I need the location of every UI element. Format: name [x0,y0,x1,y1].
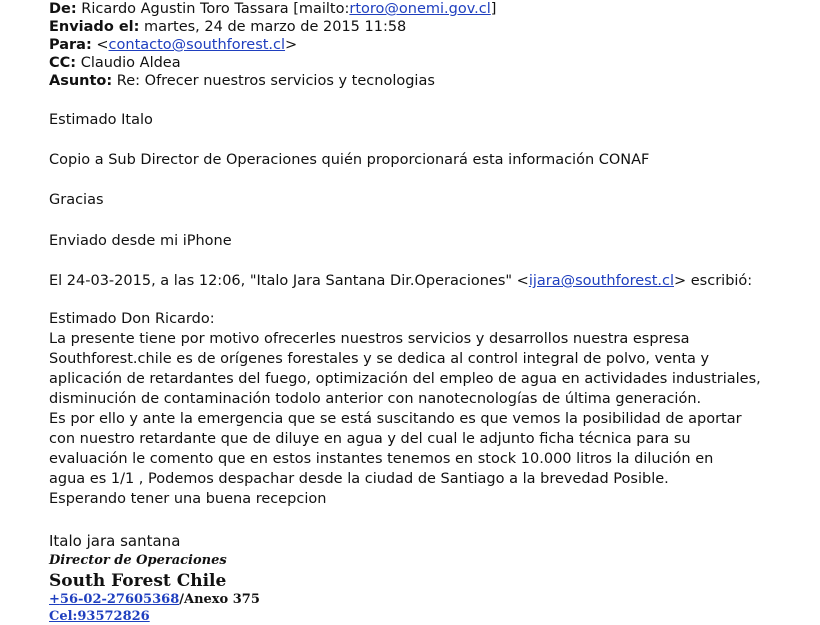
signature-cel [49,609,150,625]
quote-body-line: con nuestro retardante que de diluye en agua y del cual le adjunto ficha técnica para su [49,431,691,447]
quote-greeting: Estimado Don Ricardo: [49,311,215,327]
sent-value: martes, 24 de marzo de 2015 11:58 [139,19,407,35]
quote-body-line: aplicación de retardantes del fuego, optimización del empleo de agua en actividades industriales, [49,371,761,387]
phone-prefix: + [49,592,60,607]
quote-intro-email-link[interactable]: ijara@southforest.cl [528,273,674,289]
quote-body-line: Esperando tener una buena recepcion [49,491,327,507]
quote-body-line: Southforest.chile es de orígenes forestales y se dedica al control integral de polvo, venta y [49,351,710,367]
quote-body-line: agua es 1/1 , Podemos despachar desde la ciudad de Santiago a la brevedad Posible. [49,471,669,487]
to-label: Para: [49,37,92,53]
cc-value: Claudio Aldea [76,55,181,71]
quote-intro-end: > escribió: [674,273,753,289]
cc-label: CC: [49,55,77,71]
cc-line [49,54,181,72]
from-email-link[interactable]: rtoro@onemi.gov.cl [349,1,491,17]
sent-label: Enviado el: [49,19,140,35]
quote-body-line: evaluación le comento que en estos instantes tenemos en stock 10.000 litros la dilución en [49,451,714,467]
subject-line [49,72,435,90]
signature-title: Director de Operaciones [49,553,227,568]
subject-label: Asunto: [49,73,113,89]
from-label: De: [49,1,77,17]
reply-greeting: Estimado Italo [49,112,153,128]
from-value-end: ] [490,1,497,17]
to-value-end: > [285,37,298,53]
to-line [49,36,297,54]
subject-value: Re: Ofrecer nuestros servicios y tecnologias [112,73,435,89]
quote-body-line: La presente tiene por motivo ofrecerles nuestros servicios y desarrollos nuestra espresa [49,331,690,347]
from-value: Ricardo Agustin Toro Tassara [mailto: [76,1,350,17]
from-line [49,0,496,18]
to-email-link[interactable]: contacto@southforest.cl [108,37,286,53]
cel-link[interactable]: Cel:93572826 [49,609,150,624]
reply-thanks: Gracias [49,192,104,208]
signature-phone [49,592,260,608]
sent-line [49,18,406,36]
reply-body: Copio a Sub Director de Operaciones quién proporcionará esta información CONAF [49,152,650,168]
phone-link[interactable]: 56-02-27605368 [59,592,180,607]
reply-sent-from: Enviado desde mi iPhone [49,233,232,249]
quote-body-line: Es por ello y ante la emergencia que se está suscitando es que vemos la posibilidad de aportar [49,411,742,427]
signature-name: Italo jara santana [49,532,181,550]
to-value-start: < [91,37,109,53]
quote-intro-text: El 24-03-2015, a las 12:06, "Italo Jara Santana Dir.Operaciones" < [49,273,529,289]
quote-intro [49,271,752,291]
quote-body-line: disminución de contaminación todolo anterior con nanotecnologías de última generación. [49,391,702,407]
phone-extension: /Anexo 375 [179,592,260,607]
signature-company: South Forest Chile [49,571,227,591]
